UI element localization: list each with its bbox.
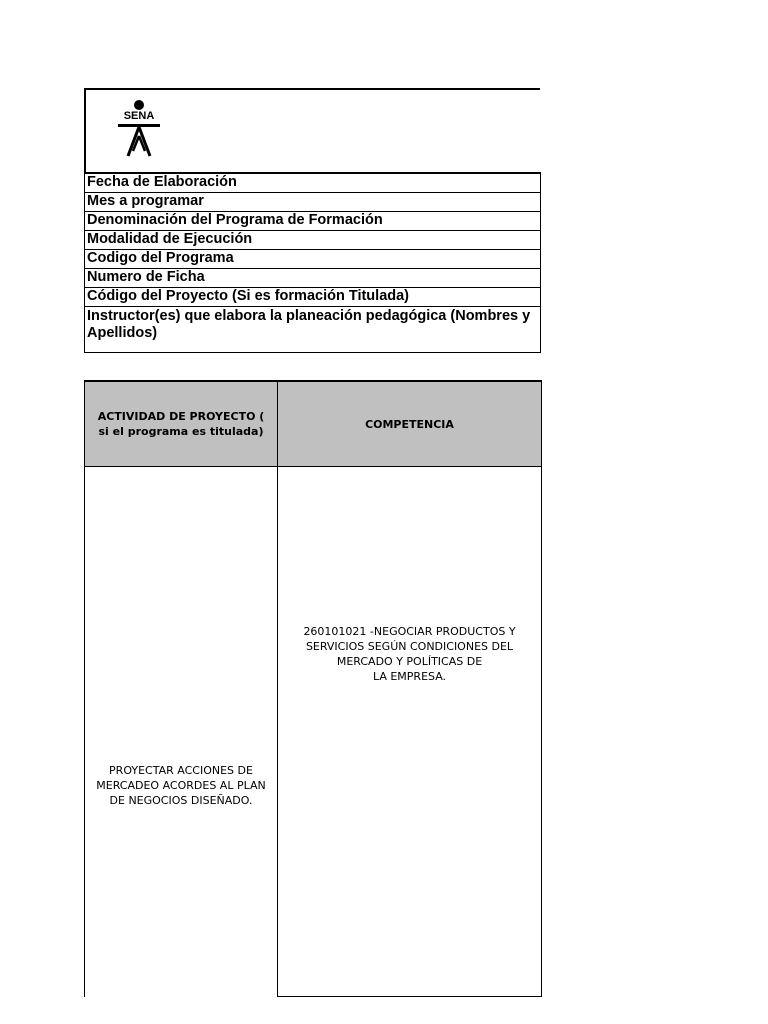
info-row (85, 212, 541, 231)
info-row (85, 288, 541, 307)
info-label-mes: Mes a programar (85, 193, 541, 212)
info-label-codigo-proyecto: Código del Proyecto (Si es formación Titulada) (85, 288, 541, 307)
info-row (85, 250, 541, 269)
cell-competencia: 260101021 -NEGOCIAR PRODUCTOS Y SERVICIOS SEGÚN CONDICIONES DEL MERCADO Y POLÍTICAS DE LA EMPRESA. (278, 467, 542, 997)
planning-table (84, 380, 542, 997)
info-row (85, 173, 541, 193)
sena-logo-icon (114, 96, 164, 160)
info-label-modalidad: Modalidad de Ejecución (85, 231, 541, 250)
info-label-programa: Denominación del Programa de Formación (85, 212, 541, 231)
sena-logo (114, 96, 164, 160)
cell-actividad: PROYECTAR ACCIONES DE MERCADEO ACORDES AL PLAN DE NEGOCIOS DISEÑADO. (85, 467, 278, 997)
table-row (85, 467, 542, 997)
info-row (85, 193, 541, 212)
info-row (85, 307, 541, 353)
info-label-ficha: Numero de Ficha (85, 269, 541, 288)
table-header-row (85, 381, 542, 467)
info-label-codigo-programa: Codigo del Programa (85, 250, 541, 269)
info-label-instructor: Instructor(es) que elabora la planeación pedagógica (Nombres y Apellidos) (85, 307, 541, 353)
info-row (85, 231, 541, 250)
info-table (84, 172, 541, 353)
document-header (84, 88, 540, 172)
info-row (85, 269, 541, 288)
logo-text: SENA (123, 110, 155, 122)
header-competencia: COMPETENCIA (278, 381, 542, 467)
header-actividad: ACTIVIDAD DE PROYECTO ( si el programa es titulada) (85, 381, 278, 467)
info-label-fecha: Fecha de Elaboración (85, 173, 541, 193)
